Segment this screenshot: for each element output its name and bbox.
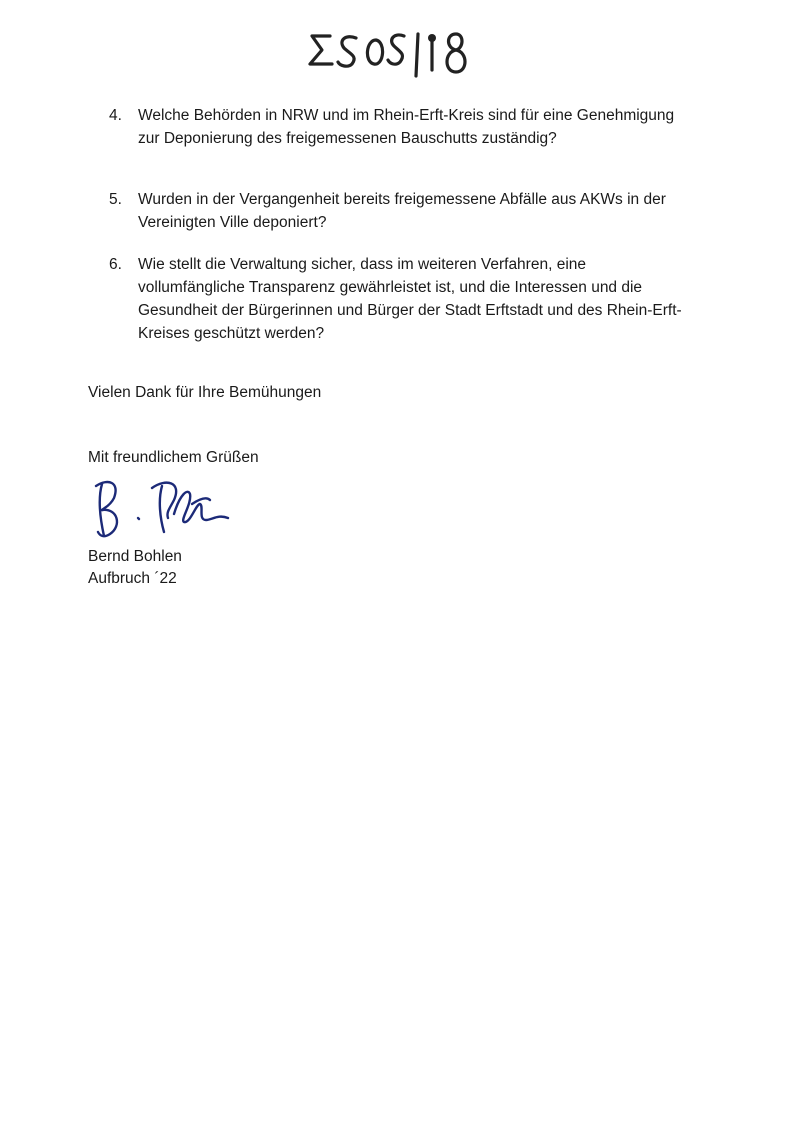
question-number: 6. bbox=[109, 256, 122, 273]
signer-organization: Aufbruch ´22 bbox=[88, 570, 177, 587]
question-line: Welche Behörden in NRW und im Rhein-Erft-Kreis sind für eine Genehmigung bbox=[138, 107, 675, 124]
handwritten-signature bbox=[88, 474, 238, 546]
signer-name: Bernd Bohlen bbox=[88, 548, 182, 565]
question-line: vollumfängliche Transparenz gewährleistet ist, und die Interessen und die bbox=[138, 279, 643, 296]
question-line: Vereinigten Ville deponiert? bbox=[138, 214, 327, 231]
greeting-line: Mit freundlichem Grüßen bbox=[88, 449, 259, 466]
question-text bbox=[138, 253, 718, 345]
question-line: zur Deponierung des freigemessenen Bauschutts zuständig? bbox=[138, 130, 557, 147]
handwritten-stamp bbox=[300, 22, 475, 84]
question-number: 5. bbox=[109, 191, 122, 208]
handwritten-stamp-drawing bbox=[300, 22, 475, 84]
thanks-line: Vielen Dank für Ihre Bemühungen bbox=[88, 384, 322, 401]
question-line: Wie stellt die Verwaltung sicher, dass im weiteren Verfahren, eine bbox=[138, 256, 587, 273]
question-text bbox=[138, 188, 718, 234]
question-line: Kreises geschützt werden? bbox=[138, 325, 325, 342]
signature-drawing bbox=[88, 474, 238, 546]
question-line: Gesundheit der Bürgerinnen und Bürger der Stadt Erftstadt und des Rhein-Erft- bbox=[138, 302, 682, 319]
question-line: Wurden in der Vergangenheit bereits freigemessene Abfälle aus AKWs in der bbox=[138, 191, 666, 208]
question-text bbox=[138, 104, 718, 150]
question-number: 4. bbox=[109, 107, 122, 124]
